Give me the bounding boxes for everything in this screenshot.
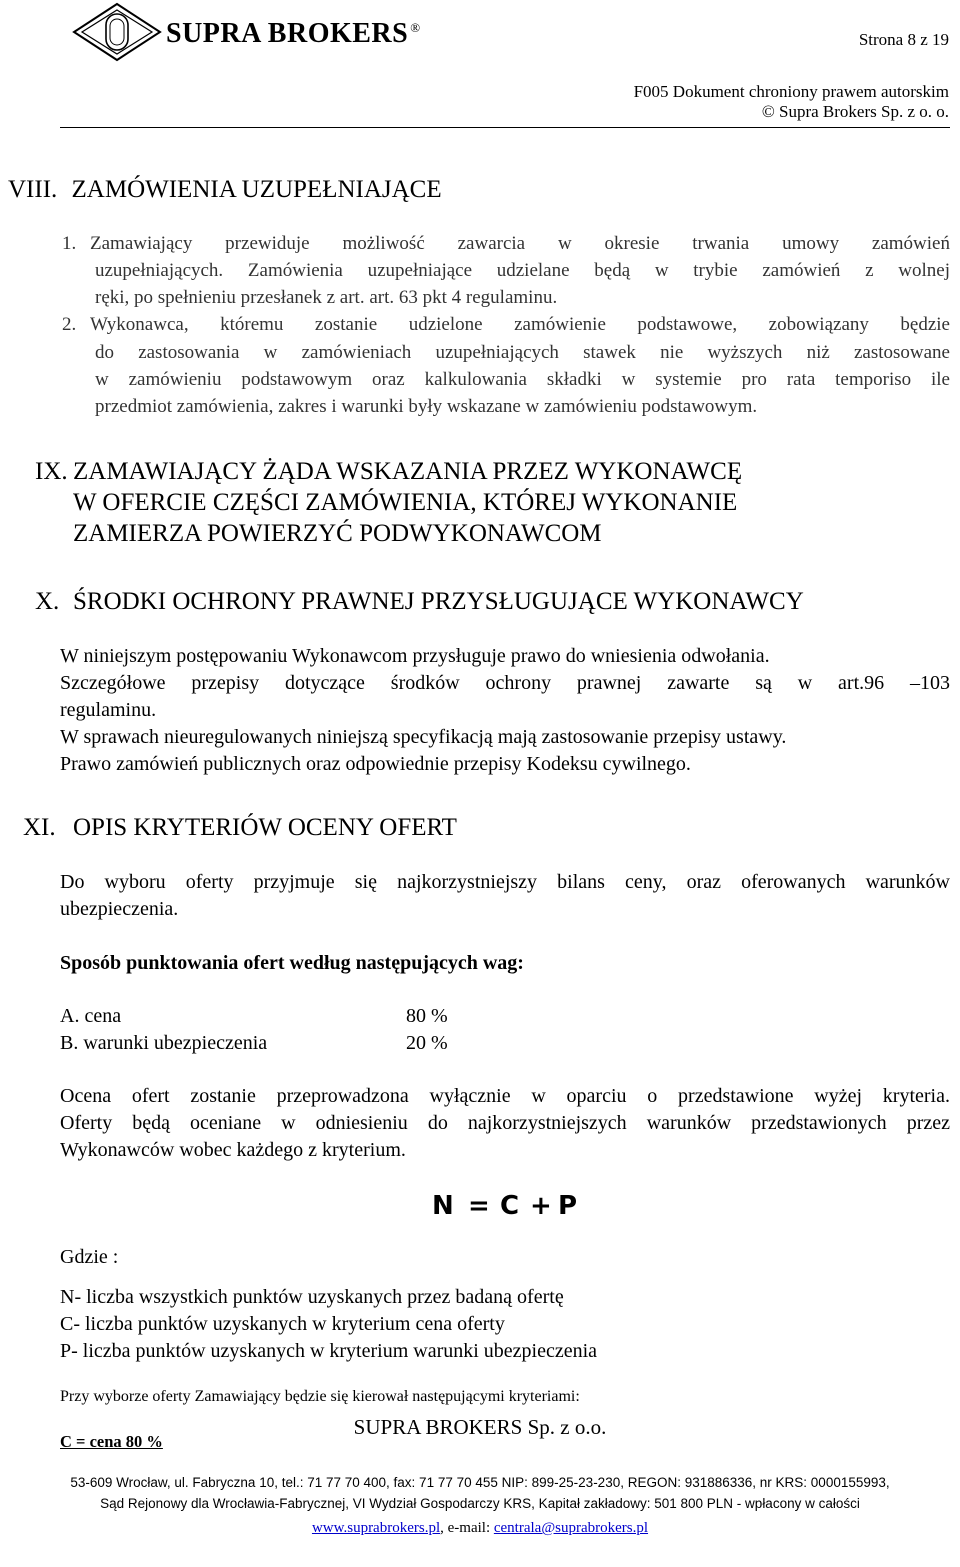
section-10-line-2: Szczegółowe przepisy dotyczące środków ochrony prawnej zawarte są w art.96 –103 bbox=[60, 672, 950, 694]
formula-n: N bbox=[432, 1191, 454, 1221]
header-divider bbox=[60, 127, 950, 128]
item-2-line-2: do zastosowania w zamówieniach uzupełniających stawek nie wyższych niż zastosowane bbox=[95, 342, 950, 363]
section-11-intro-line-1: Do wyboru oferty przyjmuje się najkorzystniejszy bilans ceny, oraz oferowanych warunków bbox=[60, 871, 950, 893]
section-9-number: IX. bbox=[35, 458, 68, 485]
page-number: Strona 8 z 19 bbox=[858, 30, 949, 49]
footer-company-name: SUPRA BROKERS Sp. z o.o. bbox=[353, 1415, 607, 1439]
registered-mark: ® bbox=[410, 20, 421, 35]
section-10-title: ŚRODKI OCHRONY PRAWNEJ PRZYSŁUGUJĄCE WYKONAWCY bbox=[73, 588, 804, 615]
website-link[interactable]: www.suprabrokers.pl bbox=[311, 1520, 441, 1536]
section-9-title-line-1: ZAMAWIAJĄCY ŻĄDA WSKAZANIA PRZEZ WYKONAWCĘ bbox=[73, 458, 743, 485]
criterion-b-label: B. warunki ubezpieczenia bbox=[60, 1032, 268, 1054]
email-label: , e-mail: bbox=[440, 1520, 494, 1536]
item-2-line-1: Wykonawca, któremu zostanie udzielone zamówienie podstawowe, zobowiązany będzie bbox=[90, 314, 950, 335]
item-1-line-1: Zamawiający przewiduje możliwość zawarcia w okresie trwania umowy zamówień bbox=[90, 233, 950, 254]
footer-address-line: 53-609 Wrocław, ul. Fabryczna 10, tel.: 71 77 70 400, fax: 71 77 70 455 NIP: 899-25-23-230, REGON: 931886336, nr KRS: 0000155993, bbox=[70, 1475, 890, 1490]
price-criterion: C = cena 80 % bbox=[60, 1432, 163, 1451]
item-2-number: 2. bbox=[62, 314, 77, 335]
definition-c: C- liczba punktów uzyskanych w kryterium cena oferty bbox=[60, 1313, 505, 1335]
document-protection-note: F005 Dokument chroniony prawem autorskim bbox=[633, 82, 949, 101]
formula-equals: = bbox=[468, 1191, 490, 1221]
where-label: Gdzie : bbox=[60, 1246, 119, 1268]
item-2-line-3: w zamówieniu podstawowym oraz kalkulowania składki w systemie pro rata temporiso ile bbox=[95, 369, 950, 390]
criterion-a-weight: 80 % bbox=[406, 1005, 448, 1027]
weights-heading: Sposób punktowania ofert według następujących wag: bbox=[60, 952, 524, 974]
section-11-intro-line-2: ubezpieczenia. bbox=[60, 898, 179, 920]
section-10-number: X. bbox=[35, 588, 60, 615]
brand-name: SUPRA BROKERS ® bbox=[166, 18, 421, 49]
section-10-line-3: regulaminu. bbox=[60, 699, 157, 721]
item-1-line-3: ręki, po spełnieniu przesłanek z art. art. 63 pkt 4 regulaminu. bbox=[95, 287, 558, 308]
item-2-line-4: przedmiot zamówienia, zakres i warunki były wskazane w zamówieniu podstawowym. bbox=[95, 396, 758, 417]
company-logo-icon bbox=[72, 2, 162, 62]
formula-plus: + bbox=[530, 1191, 552, 1221]
copyright-note: © Supra Brokers Sp. z o. o. bbox=[761, 102, 949, 121]
criterion-a-label: A. cena bbox=[60, 1005, 122, 1027]
criterion-b-weight: 20 % bbox=[406, 1032, 448, 1054]
item-1-line-2: uzupełniających. Zamówienia uzupełniające udzielane będą w trybie zamówień z wolnej bbox=[95, 260, 950, 281]
section-10-line-1: W niniejszym postępowaniu Wykonawcom przysługuje prawo do wniesienia odwołania. bbox=[60, 645, 770, 667]
section-10-line-5: Prawo zamówień publicznych oraz odpowiednie przepisy Kodeksu cywilnego. bbox=[60, 753, 691, 775]
section-8-heading bbox=[8, 176, 442, 204]
formula-c: C bbox=[500, 1191, 520, 1221]
formula-p: P bbox=[558, 1191, 578, 1221]
definition-n: N- liczba wszystkich punktów uzyskanych przez badaną ofertę bbox=[60, 1286, 564, 1308]
section-11-title: OPIS KRYTERIÓW OCENY OFERT bbox=[73, 814, 457, 841]
scoring-formula bbox=[432, 1188, 582, 1224]
evaluation-line-3: Wykonawców wobec każdego z kryterium. bbox=[60, 1139, 406, 1161]
definition-p: P- liczba punktów uzyskanych w kryterium warunki ubezpieczenia bbox=[60, 1340, 598, 1362]
section-8-number: VIII. bbox=[8, 176, 58, 203]
email-link[interactable]: centrala@suprabrokers.pl bbox=[493, 1520, 649, 1536]
evaluation-line-2: Oferty będą oceniane w odniesieniu do najkorzystniejszych warunków przedstawionych przez bbox=[60, 1112, 950, 1134]
section-11-number: XI. bbox=[23, 814, 56, 841]
footer-registry-line: Sąd Rejonowy dla Wrocławia-Fabrycznej, VI Wydział Gospodarczy KRS, Kapitał zakładowy: 501 800 PLN - wpłacony w całości bbox=[100, 1496, 860, 1511]
selection-note: Przy wyborze oferty Zamawiający będzie się kierował następującymi kryteriami: bbox=[60, 1388, 580, 1405]
section-10-line-4: W sprawach nieuregulowanych niniejszą specyfikacją mają zastosowanie przepisy ustawy. bbox=[60, 726, 787, 748]
section-8-title: ZAMÓWIENIA UZUPEŁNIAJĄCE bbox=[71, 176, 442, 203]
section-9-title-line-3: ZAMIERZA POWIERZYĆ PODWYKONAWCOM bbox=[73, 520, 602, 547]
section-9-title-line-2: W OFERCIE CZĘŚCI ZAMÓWIENIA, KTÓREJ WYKONANIE bbox=[73, 489, 738, 516]
footer-contact-line bbox=[0, 1520, 960, 1537]
item-1-number: 1. bbox=[62, 233, 77, 254]
evaluation-line-1: Ocena ofert zostanie przeprowadzona wyłącznie w oparciu o przedstawione wyżej kryteria. bbox=[60, 1085, 950, 1107]
